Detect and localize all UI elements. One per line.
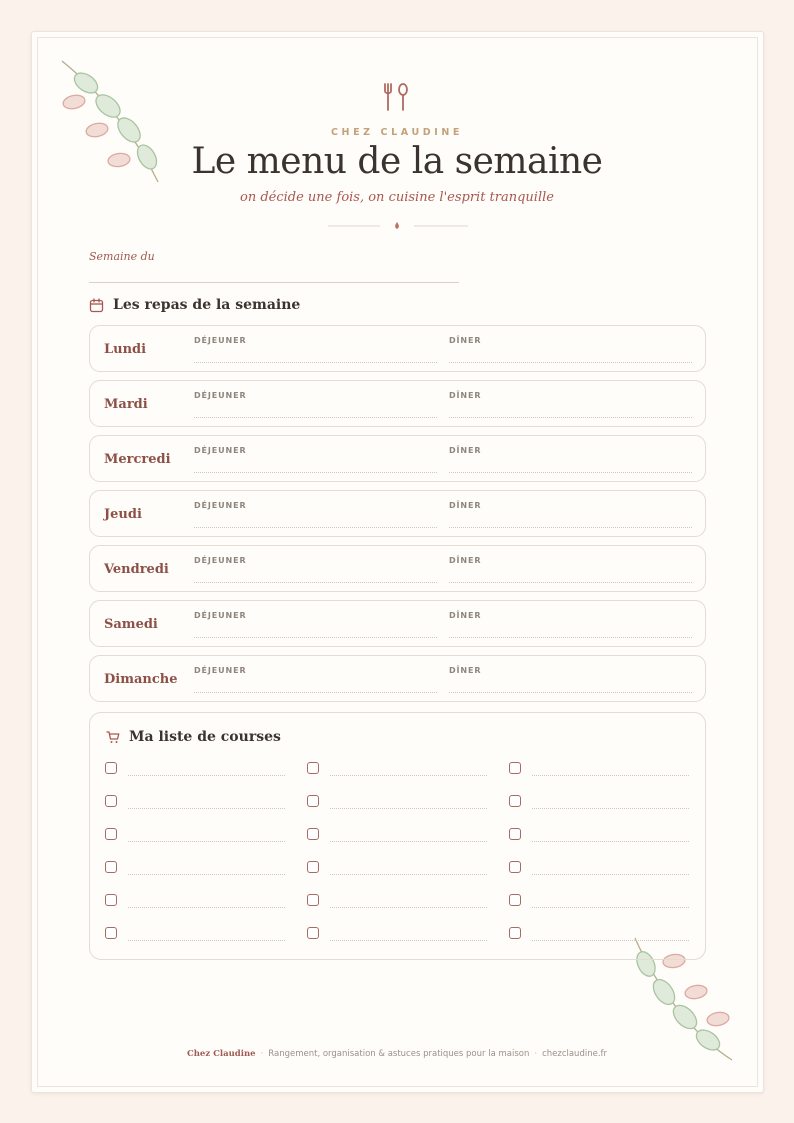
page-title: Le menu de la semaine <box>191 141 603 182</box>
footer: Chez Claudine · Rangement, organisation & astuces pratiques pour la maison · chezclaudine.fr <box>186 1049 608 1059</box>
day-name: Mardi <box>104 397 148 412</box>
shopping-checkbox[interactable] <box>105 927 117 939</box>
shopping-checkbox[interactable] <box>509 861 521 873</box>
calendar-icon <box>89 298 104 313</box>
day-name: Samedi <box>104 617 158 632</box>
shopping-item <box>509 861 690 877</box>
lunch-input[interactable] <box>194 582 437 583</box>
footer-website[interactable]: chezclaudine.fr <box>542 1049 608 1059</box>
lunch-input[interactable] <box>194 417 437 418</box>
shopping-item <box>307 861 488 877</box>
lunch-input[interactable] <box>194 472 437 473</box>
meals-heading <box>89 297 300 313</box>
shopping-heading <box>106 729 281 745</box>
day-row <box>89 380 706 427</box>
shopping-checkbox[interactable] <box>509 894 521 906</box>
day-name: Jeudi <box>104 507 142 522</box>
shopping-item-input[interactable] <box>128 907 285 908</box>
shopping-item-input[interactable] <box>128 841 285 842</box>
lunch-label: DÉJEUNER <box>194 501 247 510</box>
shopping-item <box>509 894 690 910</box>
lunch-label: DÉJEUNER <box>194 556 247 565</box>
shopping-item-input[interactable] <box>330 907 487 908</box>
brand-name: CHEZ CLAUDINE <box>330 127 464 138</box>
week-label: Semaine du <box>89 250 155 263</box>
shopping-item-input[interactable] <box>532 775 689 776</box>
shopping-item <box>105 861 286 877</box>
dinner-input[interactable] <box>449 472 692 473</box>
shopping-checkbox[interactable] <box>105 828 117 840</box>
shopping-checkbox[interactable] <box>509 927 521 939</box>
shopping-item-input[interactable] <box>330 775 487 776</box>
lunch-label: DÉJEUNER <box>194 336 247 345</box>
shopping-item <box>509 828 690 844</box>
page-subtitle: on décide une fois, on cuisine l'esprit tranquille <box>240 190 554 205</box>
lunch-label: DÉJEUNER <box>194 446 247 455</box>
shopping-checkbox[interactable] <box>307 861 319 873</box>
shopping-item-input[interactable] <box>532 808 689 809</box>
shopping-checkbox[interactable] <box>307 894 319 906</box>
lunch-input[interactable] <box>194 692 437 693</box>
shopping-item-input[interactable] <box>128 808 285 809</box>
shopping-item-input[interactable] <box>532 841 689 842</box>
shopping-item-input[interactable] <box>532 907 689 908</box>
ornament-divider <box>328 221 468 231</box>
shopping-item-input[interactable] <box>128 775 285 776</box>
shopping-item <box>105 795 286 811</box>
shopping-checkbox[interactable] <box>105 861 117 873</box>
shopping-item-input[interactable] <box>330 940 487 941</box>
shopping-item <box>509 927 690 943</box>
dinner-input[interactable] <box>449 582 692 583</box>
shopping-item <box>105 927 286 943</box>
day-row <box>89 435 706 482</box>
shopping-checkbox[interactable] <box>509 762 521 774</box>
dinner-input[interactable] <box>449 362 692 363</box>
lunch-label: DÉJEUNER <box>194 391 247 400</box>
shopping-item <box>307 795 488 811</box>
shopping-heading-text: Ma liste de courses <box>129 729 281 745</box>
shopping-item-input[interactable] <box>532 940 689 941</box>
day-row <box>89 545 706 592</box>
day-name: Lundi <box>104 342 147 357</box>
lunch-input[interactable] <box>194 637 437 638</box>
dinner-label: DÎNER <box>449 391 482 400</box>
week-input-line[interactable] <box>89 282 459 283</box>
day-row <box>89 325 706 372</box>
dinner-input[interactable] <box>449 527 692 528</box>
day-name: Vendredi <box>104 562 169 577</box>
shopping-item-input[interactable] <box>128 940 285 941</box>
meals-heading-text: Les repas de la semaine <box>113 297 301 313</box>
shopping-item <box>307 828 488 844</box>
shopping-item-input[interactable] <box>330 874 487 875</box>
shopping-item <box>105 828 286 844</box>
shopping-cart-icon <box>106 730 120 744</box>
dinner-input[interactable] <box>449 692 692 693</box>
dinner-label: DÎNER <box>449 556 482 565</box>
shopping-item <box>509 762 690 778</box>
day-row <box>89 655 706 702</box>
dinner-label: DÎNER <box>449 336 482 345</box>
shopping-checkbox[interactable] <box>509 795 521 807</box>
fork-spoon-icon <box>382 82 410 112</box>
lunch-label: DÉJEUNER <box>194 611 247 620</box>
shopping-item <box>307 762 488 778</box>
shopping-checkbox[interactable] <box>307 795 319 807</box>
shopping-item-input[interactable] <box>532 874 689 875</box>
shopping-list <box>89 712 706 960</box>
meals-list <box>89 325 706 710</box>
dinner-label: DÎNER <box>449 666 482 675</box>
shopping-item-input[interactable] <box>128 874 285 875</box>
shopping-item <box>509 795 690 811</box>
shopping-checkbox[interactable] <box>307 762 319 774</box>
day-name: Dimanche <box>104 672 178 687</box>
dinner-label: DÎNER <box>449 611 482 620</box>
shopping-item <box>307 894 488 910</box>
dinner-input[interactable] <box>449 637 692 638</box>
shopping-item <box>105 894 286 910</box>
shopping-checkbox[interactable] <box>307 828 319 840</box>
shopping-checkbox[interactable] <box>105 762 117 774</box>
shopping-checkbox[interactable] <box>307 927 319 939</box>
footer-brand: Chez Claudine <box>186 1049 256 1059</box>
lunch-input[interactable] <box>194 527 437 528</box>
dinner-label: DÎNER <box>449 501 482 510</box>
shopping-checkbox[interactable] <box>105 795 117 807</box>
day-row <box>89 600 706 647</box>
shopping-item-input[interactable] <box>330 808 487 809</box>
lunch-input[interactable] <box>194 362 437 363</box>
shopping-checkbox[interactable] <box>105 894 117 906</box>
shopping-item <box>105 762 286 778</box>
dinner-input[interactable] <box>449 417 692 418</box>
day-row <box>89 490 706 537</box>
shopping-item <box>307 927 488 943</box>
shopping-item-input[interactable] <box>330 841 487 842</box>
shopping-checkbox[interactable] <box>509 828 521 840</box>
dinner-label: DÎNER <box>449 446 482 455</box>
day-name: Mercredi <box>104 452 171 467</box>
lunch-label: DÉJEUNER <box>194 666 247 675</box>
footer-tagline: Rangement, organisation & astuces pratiques pour la maison <box>268 1049 530 1059</box>
